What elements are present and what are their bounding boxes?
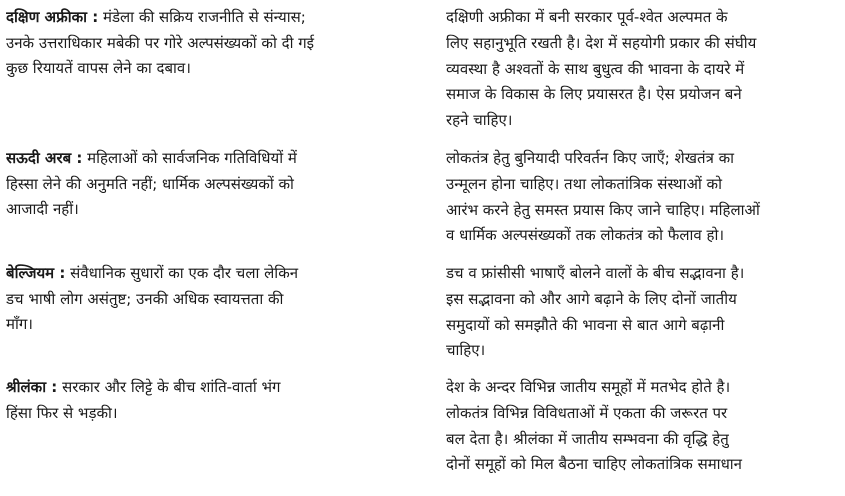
response-text: बल देता है। श्रीलंका में जातीय सम्भवना की वृद्धि हेतु <box>446 429 729 448</box>
response-text: लोकतंत्र विभिन्न विविधताओं में एकता की जरूरत पर <box>446 403 728 422</box>
country-label: श्रीलंका : <box>6 378 58 396</box>
entry-first-line <box>6 5 426 31</box>
response-text: रहने चाहिए। <box>446 111 513 130</box>
entry-text: कुछ रियायतें वापस लेने का दबाव। <box>6 59 191 77</box>
entry-first-line <box>6 261 426 287</box>
entry-text: हिंसा फिर से भड़की। <box>6 403 118 422</box>
entry-south-africa <box>6 5 426 82</box>
response-text: चाहिए। <box>446 341 486 360</box>
entry-text: संवैधानिक सुधारों का एक दौर चला लेकिन <box>70 264 299 282</box>
response-text: समुदायों को समझौते की भावना से बात आगे बढ़ानी <box>446 315 725 334</box>
entry-first-line <box>6 146 426 172</box>
country-label: दक्षिण अफ्रीका : <box>6 8 99 26</box>
response-text: व्यवस्था है अश्वतों के साथ बुधुत्व की भावना के दायरे में <box>446 59 745 78</box>
response-text: दक्षिणी अफ्रीका में बनी सरकार पूर्व-श्वेत अल्पमत के <box>446 8 728 26</box>
entry-text: उनके उत्तराधिकार मबेकी पर गोरे अल्पसंख्यकों को दी गई <box>6 33 315 52</box>
entry-first-line <box>6 375 426 401</box>
response-text: आरंभ करने हेतु समस्त प्रयास किए जाने चाहिए। महिलाओं <box>446 200 760 219</box>
entry-saudi-arabia <box>6 146 426 223</box>
entry-text: माँग। <box>6 315 33 333</box>
response-text: देश के अन्दर विभिन्न जातीय समूहों में मतभेद होते है। <box>446 378 731 396</box>
entry-text: डच भाषी लोग असंतुष्ट; उनकी अधिक स्वायत्तता की <box>6 289 284 308</box>
response-text: लिए सहानुभूति रखती है। देश में सहयोगी प्रकार की संघीय <box>446 33 757 52</box>
response-text: लोकतंत्र हेतु बुनियादी परिवर्तन किए जाएँ; शेखतंत्र का <box>446 149 735 167</box>
response-saudi-arabia <box>446 146 838 249</box>
response-south-africa <box>446 5 838 134</box>
entry-text: हिस्सा लेने की अनुमति नहीं; धार्मिक अल्पसंख्यकों को <box>6 174 294 193</box>
response-text: उन्मूलन होना चाहिए। तथा लोकतांत्रिक संस्थाओं को <box>446 174 722 193</box>
response-text: समाज के विकास के लिए प्रयासरत है। ऐस प्रयोजन बने <box>446 85 742 104</box>
entry-text: सरकार और लिट्टे के बीच शांति-वार्ता भंग <box>62 378 281 396</box>
entry-text: आजादी नहीं। <box>6 200 79 218</box>
country-label: सऊदी अरब : <box>6 149 83 167</box>
response-text: डच व फ्रांसीसी भाषाएँ बोलने वालों के बीच सद्भावना है। <box>446 264 745 282</box>
response-belgium <box>446 261 838 364</box>
response-text: व धार्मिक अल्पसंख्यकों तक लोकतंत्र को फैलाव हो। <box>446 226 725 245</box>
country-label: बेल्जियम : <box>6 264 66 282</box>
entry-belgium <box>6 261 426 338</box>
response-sri-lanka <box>446 375 838 478</box>
response-text: इस सद्भावना को और आगे बढ़ाने के लिए दोनों जातीय <box>446 289 737 308</box>
entry-text: महिलाओं को सार्वजनिक गतिविधियों में <box>87 149 297 167</box>
response-text: दोनों समूहों को मिल बैठना चाहिए लोकतांत्रिक समाधान <box>446 455 742 474</box>
entry-text: मंडेला की सक्रिय राजनीति से संन्यास; <box>103 8 306 26</box>
entry-sri-lanka <box>6 375 426 426</box>
